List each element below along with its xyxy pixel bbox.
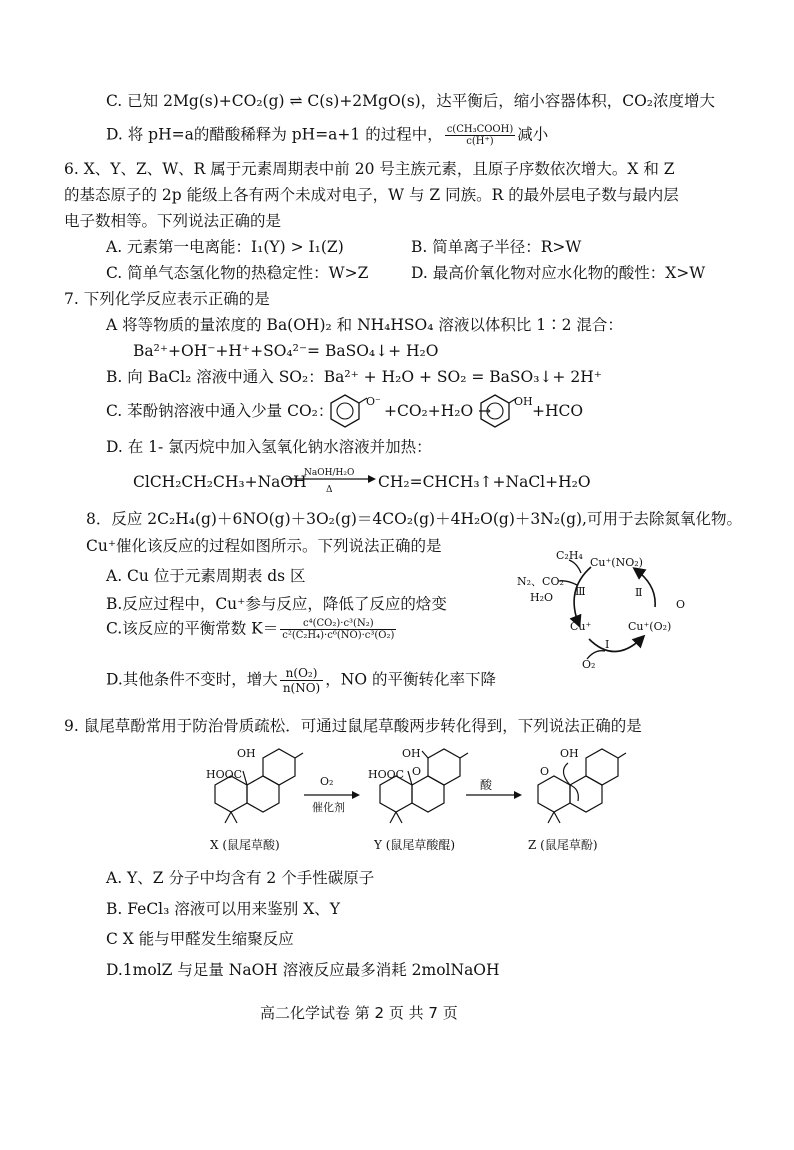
q8-stem-line-2: Cu⁺催化该反应的过程如图所示。下列说法正确的是 <box>86 537 442 555</box>
q7-option-d-line-1: D. 在 1- 氯丙烷中加入氢氧化钠水溶液并加热： <box>106 438 432 456</box>
q6-option-c: C. 简单气态氢化物的热稳定性：W>Z <box>106 264 369 282</box>
equilibrium-constant-fraction <box>280 618 396 641</box>
fraction-denominator: c²(C₂H₄)·c⁶(NO)·c³(O₂) <box>282 630 395 641</box>
q6-stem-line-1: 6. X、Y、Z、W、R 属于元素周期表中前 20 号主族元素，且原子序数依次增大。X 和 Z <box>64 160 675 178</box>
q7-option-c-prefix: C. 苯酚钠溶液中通入少量 CO₂： <box>106 402 334 420</box>
z-label: Z (鼠尾草酚) <box>528 838 598 852</box>
fraction-numerator: n(O₂) <box>280 666 323 681</box>
diagram-step-2: Ⅱ <box>635 586 643 599</box>
q6-option-b: B. 简单离子半径：R>W <box>411 238 582 256</box>
fraction-denominator: n(NO) <box>282 681 321 695</box>
x-label: X (鼠尾草酸) <box>210 838 280 852</box>
q9-option-d: D.1molZ 与足量 NaOH 溶液反应最多消耗 2molNaOH <box>106 961 500 979</box>
q7-stem: 7. 下列化学反应表示正确的是 <box>64 290 270 308</box>
q8-option-d-suffix: ，NO 的平衡转化率下降 <box>325 670 496 689</box>
q7-option-b: B. 向 BaCl₂ 溶液中通入 SO₂：Ba²⁺ + H₂O + SO₂ = BaSO₃↓+ 2H⁺ <box>106 368 602 386</box>
q6-option-a: A. 元素第一电离能：I₁(Y) > I₁(Z) <box>106 238 344 256</box>
q5-option-d-prefix: D. 将 pH=a的醋酸稀释为 pH=a+1 的过程中， <box>106 125 443 144</box>
q8-option-a: A. Cu 位于元素周期表 ds 区 <box>106 567 306 585</box>
diagram-o-input: O <box>676 598 686 611</box>
z-lactone-o: O <box>540 765 550 778</box>
fraction-numerator: c(CH₃COOH) <box>446 124 514 135</box>
z-oh: OH <box>560 747 579 760</box>
q9-option-c: C X 能与甲醛发生缩聚反应 <box>106 930 294 948</box>
y-hooc: HOOC <box>368 768 405 781</box>
diagram-h2o: H₂O <box>530 591 554 604</box>
diagram-n2-co2: N₂、CO₂ <box>517 575 564 588</box>
phenol-oh: OH <box>514 395 533 408</box>
q9-option-a: A. Y、Z 分子中均含有 2 个手性碳原子 <box>106 869 375 887</box>
q7-option-a-line-2: Ba²⁺+OH⁻+H⁺+SO₄²⁻= BaSO₄↓+ H₂O <box>133 342 439 360</box>
q7-option-d-products: CH₂=CHCH₃↑+NaCl+H₂O <box>378 473 591 491</box>
q7-option-d-reactants: ClCH₂CH₂CH₃+NaOH <box>133 473 307 491</box>
fraction-numerator: c⁴(CO₂)·c³(N₂) <box>280 618 396 630</box>
q9-option-b: B. FeCl₃ 溶液可以用来鉴别 X、Y <box>106 900 340 918</box>
q5-option-d <box>106 124 548 147</box>
q7-option-c-suffix: +HCO <box>532 402 584 420</box>
q7-arrow-condition-top: NaOH/H₂O <box>304 468 355 478</box>
diagram-step-1: Ⅰ <box>605 638 610 651</box>
mole-ratio-fraction <box>280 666 323 695</box>
arrow2-top: 酸 <box>480 778 493 792</box>
diagram-cu-o2: Cu⁺(O₂) <box>628 620 672 633</box>
q7-arrow-condition-bottom: Δ <box>326 485 333 495</box>
y-oh: OH <box>402 747 421 760</box>
x-oh: OH <box>237 747 256 760</box>
x-hooc: HOOC <box>206 768 243 781</box>
y-label: Y (鼠尾草酸醌) <box>374 838 456 852</box>
q8-option-d <box>106 666 496 695</box>
q8-option-d-prefix: D.其他条件不变时，增大 <box>106 670 278 689</box>
y-carbonyl-o: O <box>412 765 422 778</box>
diagram-o2-input: O₂ <box>582 658 596 671</box>
diagram-c2h4: C₂H₄ <box>556 549 583 562</box>
q9-stem: 9. 鼠尾草酚常用于防治骨质疏松．可通过鼠尾草酸两步转化得到，下列说法正确的是 <box>64 717 642 735</box>
q7-option-c-middle: +CO₂+H₂O → <box>384 402 492 420</box>
q8-option-b: B.反应过程中，Cu⁺参与反应，降低了反应的焓变 <box>106 595 447 613</box>
q5-option-d-fraction <box>445 124 516 147</box>
reaction-arrow-2 <box>466 790 522 800</box>
fraction-denominator: c(H⁺) <box>466 136 494 147</box>
arrow1-top: O₂ <box>320 775 334 788</box>
q5-option-d-suffix: 减小 <box>517 125 549 144</box>
q8-option-c <box>106 618 398 641</box>
q8-option-c-prefix: C.该反应的平衡常数 K＝ <box>106 619 279 638</box>
diagram-cu-no2: Cu⁺(NO₂) <box>590 556 643 569</box>
arrow1-bottom: 催化剂 <box>312 801 345 814</box>
q6-stem-line-3: 电子数相等。下列说法正确的是 <box>64 212 282 230</box>
phenoxide-o-minus: O⁻ <box>366 395 381 408</box>
q6-stem-line-2: 的基态原子的 2p 能级上各有两个未成对电子，W 与 Z 同族。R 的最外层电子数与最内层 <box>64 186 679 204</box>
page-footer: 高二化学试卷 第 2 页 共 7 页 <box>260 1004 458 1022</box>
diagram-step-3: Ⅲ <box>575 585 586 598</box>
q6-option-d: D. 最高价氧化物对应水化物的酸性：X>W <box>411 264 706 282</box>
q5-option-c: C. 已知 2Mg(s)+CO₂(g) ⇌ C(s)+2MgO(s)，达平衡后，缩小容器体积，CO₂浓度增大 <box>106 92 716 110</box>
q7-option-a-line-1: A 将等物质的量浓度的 Ba(OH)₂ 和 NH₄HSO₄ 溶液以体积比 1∶2 混合： <box>106 316 623 334</box>
diagram-cu-plus: Cu⁺ <box>570 620 592 633</box>
q8-stem-line-1: 8．反应 2C₂H₄(g)＋6NO(g)＋3O₂(g)＝4CO₂(g)＋4H₂O(g)＋3N₂(g),可用于去除氮氧化物。 <box>86 510 742 528</box>
benzene-ring-phenoxide <box>330 392 370 428</box>
